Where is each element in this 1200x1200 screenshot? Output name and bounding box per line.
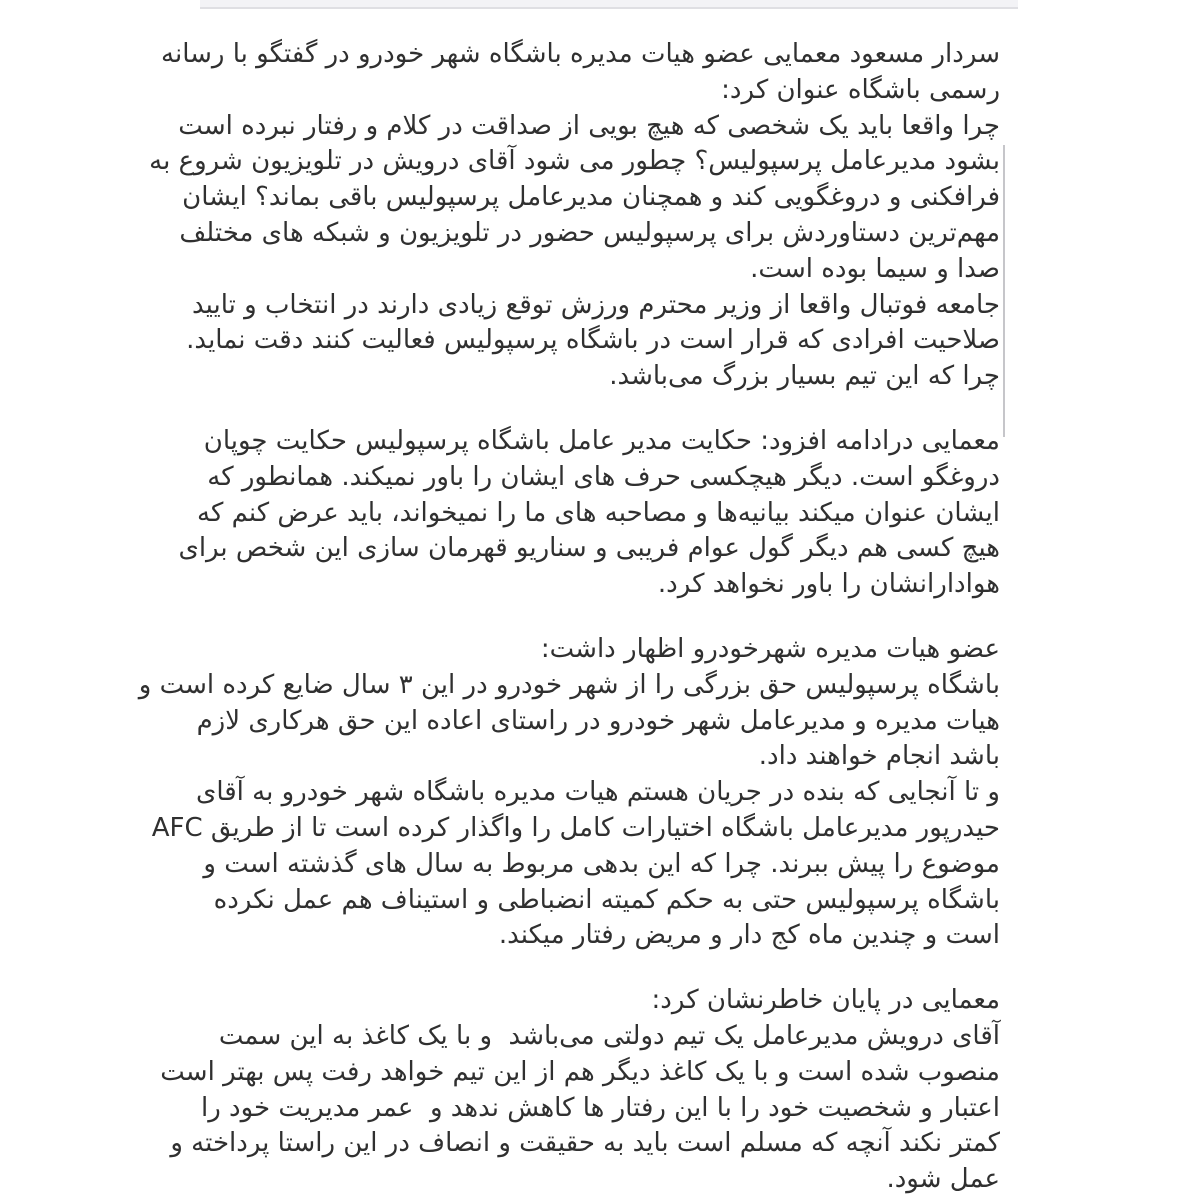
text-line: فرافکنی و دروغگویی کند و همچنان مدیرعامل پرسپولیس باقی بماند؟ ایشان bbox=[182, 182, 1000, 213]
text-line: باشگاه پرسپولیس حق بزرگی را از شهر خودرو در این ۳ سال ضایع کرده است و bbox=[138, 669, 1000, 700]
text-line: ایشان عنوان میکند بیانیه‌ها و مصاحبه های ما را نمیخواند، باید عرض کنم که bbox=[197, 497, 1000, 528]
text-line: صدا و سیما بوده است. bbox=[750, 253, 1000, 284]
text-line: هیچ کسی هم دیگر گول عوام فریبی و سناریو قهرمان سازی این شخص برای bbox=[178, 533, 1000, 564]
text-line: باشگاه پرسپولیس حتی به حکم کمیته انضباطی و استیناف هم عمل نکرده bbox=[213, 884, 1000, 915]
text-line: جامعه فوتبال واقعا از وزیر محترم ورزش توقع زیادی دارند در انتخاب و تایید bbox=[191, 289, 1000, 320]
text-line: عمل شود. bbox=[886, 1164, 1000, 1195]
text-line: اعتبار و شخصیت خود را با این رفتار ها کاهش ندهد و عمر مدیریت خود را bbox=[200, 1092, 1000, 1123]
quote-vertical-bar bbox=[1003, 145, 1005, 437]
text-line: هیات مدیره و مدیرعامل شهر خودرو در راستای اعاده این حق هرکاری لازم bbox=[196, 705, 1000, 736]
text-line: دروغگو است. دیگر هیچکسی حرف های ایشان را باور نمیکند. همانطور که bbox=[207, 461, 1000, 492]
paragraph-board-member-statement bbox=[138, 632, 1000, 954]
text-line: معمایی در پایان خاطرنشان کرد: bbox=[651, 985, 1000, 1016]
text-line: عضو هیات مدیره شهرخودرو اظهار داشت: bbox=[540, 633, 1000, 664]
cropped-element-top-edge bbox=[200, 0, 1018, 9]
text-line: بشود مدیرعامل پرسپولیس؟ چطور می شود آقای درویش در تلویزیون شروع به bbox=[149, 146, 1000, 177]
text-line: کمتر نکند آنچه که مسلم است باید به حقیقت و انصاف در این راستا پرداخته و bbox=[170, 1128, 1000, 1159]
text-line: باشد انجام خواهند داد. bbox=[758, 741, 1000, 772]
text-line: رسمی باشگاه عنوان کرد: bbox=[721, 74, 1000, 105]
text-line: صلاحیت افرادی که قرار است در باشگاه پرسپولیس فعالیت کنند دقت نماید. bbox=[186, 325, 1000, 356]
text-line: چرا که این تیم بسیار بزرگ می‌باشد. bbox=[609, 361, 1000, 392]
text-line: معمایی درادامه افزود: حکایت مدیر عامل باشگاه پرسپولیس حکایت چوپان bbox=[203, 425, 1000, 456]
paragraph-intro-and-first-quote bbox=[149, 37, 1000, 395]
paragraph-second-quote bbox=[178, 424, 1000, 603]
text-line: منصوب شده است و با یک کاغذ دیگر هم از این تیم خواهد رفت پس بهتر است bbox=[160, 1056, 1000, 1087]
text-line: آقای درویش مدیرعامل یک تیم دولتی می‌باشد و با یک کاغذ به این سمت bbox=[218, 1020, 1000, 1051]
text-line: مهم‌ترین دستاوردش برای پرسپولیس حضور در تلویزیون و شبکه های مختلف bbox=[179, 217, 1000, 248]
text-line: حیدرپور مدیرعامل باشگاه اختیارات کامل را واگذار کرده است تا از طریق AFC bbox=[151, 812, 1000, 843]
text-line: موضوع را پیش ببرند. چرا که این بدهی مربوط به سال های گذشته است و bbox=[203, 848, 1000, 879]
text-line: سردار مسعود معمایی عضو هیات مدیره باشگاه شهر خودرو در گفتگو با رسانه bbox=[161, 39, 1000, 69]
paragraph-closing-remarks bbox=[160, 983, 1000, 1198]
text-line: و تا آنجایی که بنده در جریان هستم هیات مدیره باشگاه شهر خودرو به آقای bbox=[195, 777, 1000, 808]
document-body bbox=[138, 37, 1000, 1198]
text-line: چرا واقعا باید یک شخصی که هیچ بویی از صداقت در کلام و رفتار نبرده است bbox=[178, 110, 1000, 141]
text-line: هوادارانشان را باور نخواهد کرد. bbox=[657, 569, 1000, 600]
text-line: است و چندین ماه کج دار و مریض رفتار میکند. bbox=[498, 920, 1000, 951]
